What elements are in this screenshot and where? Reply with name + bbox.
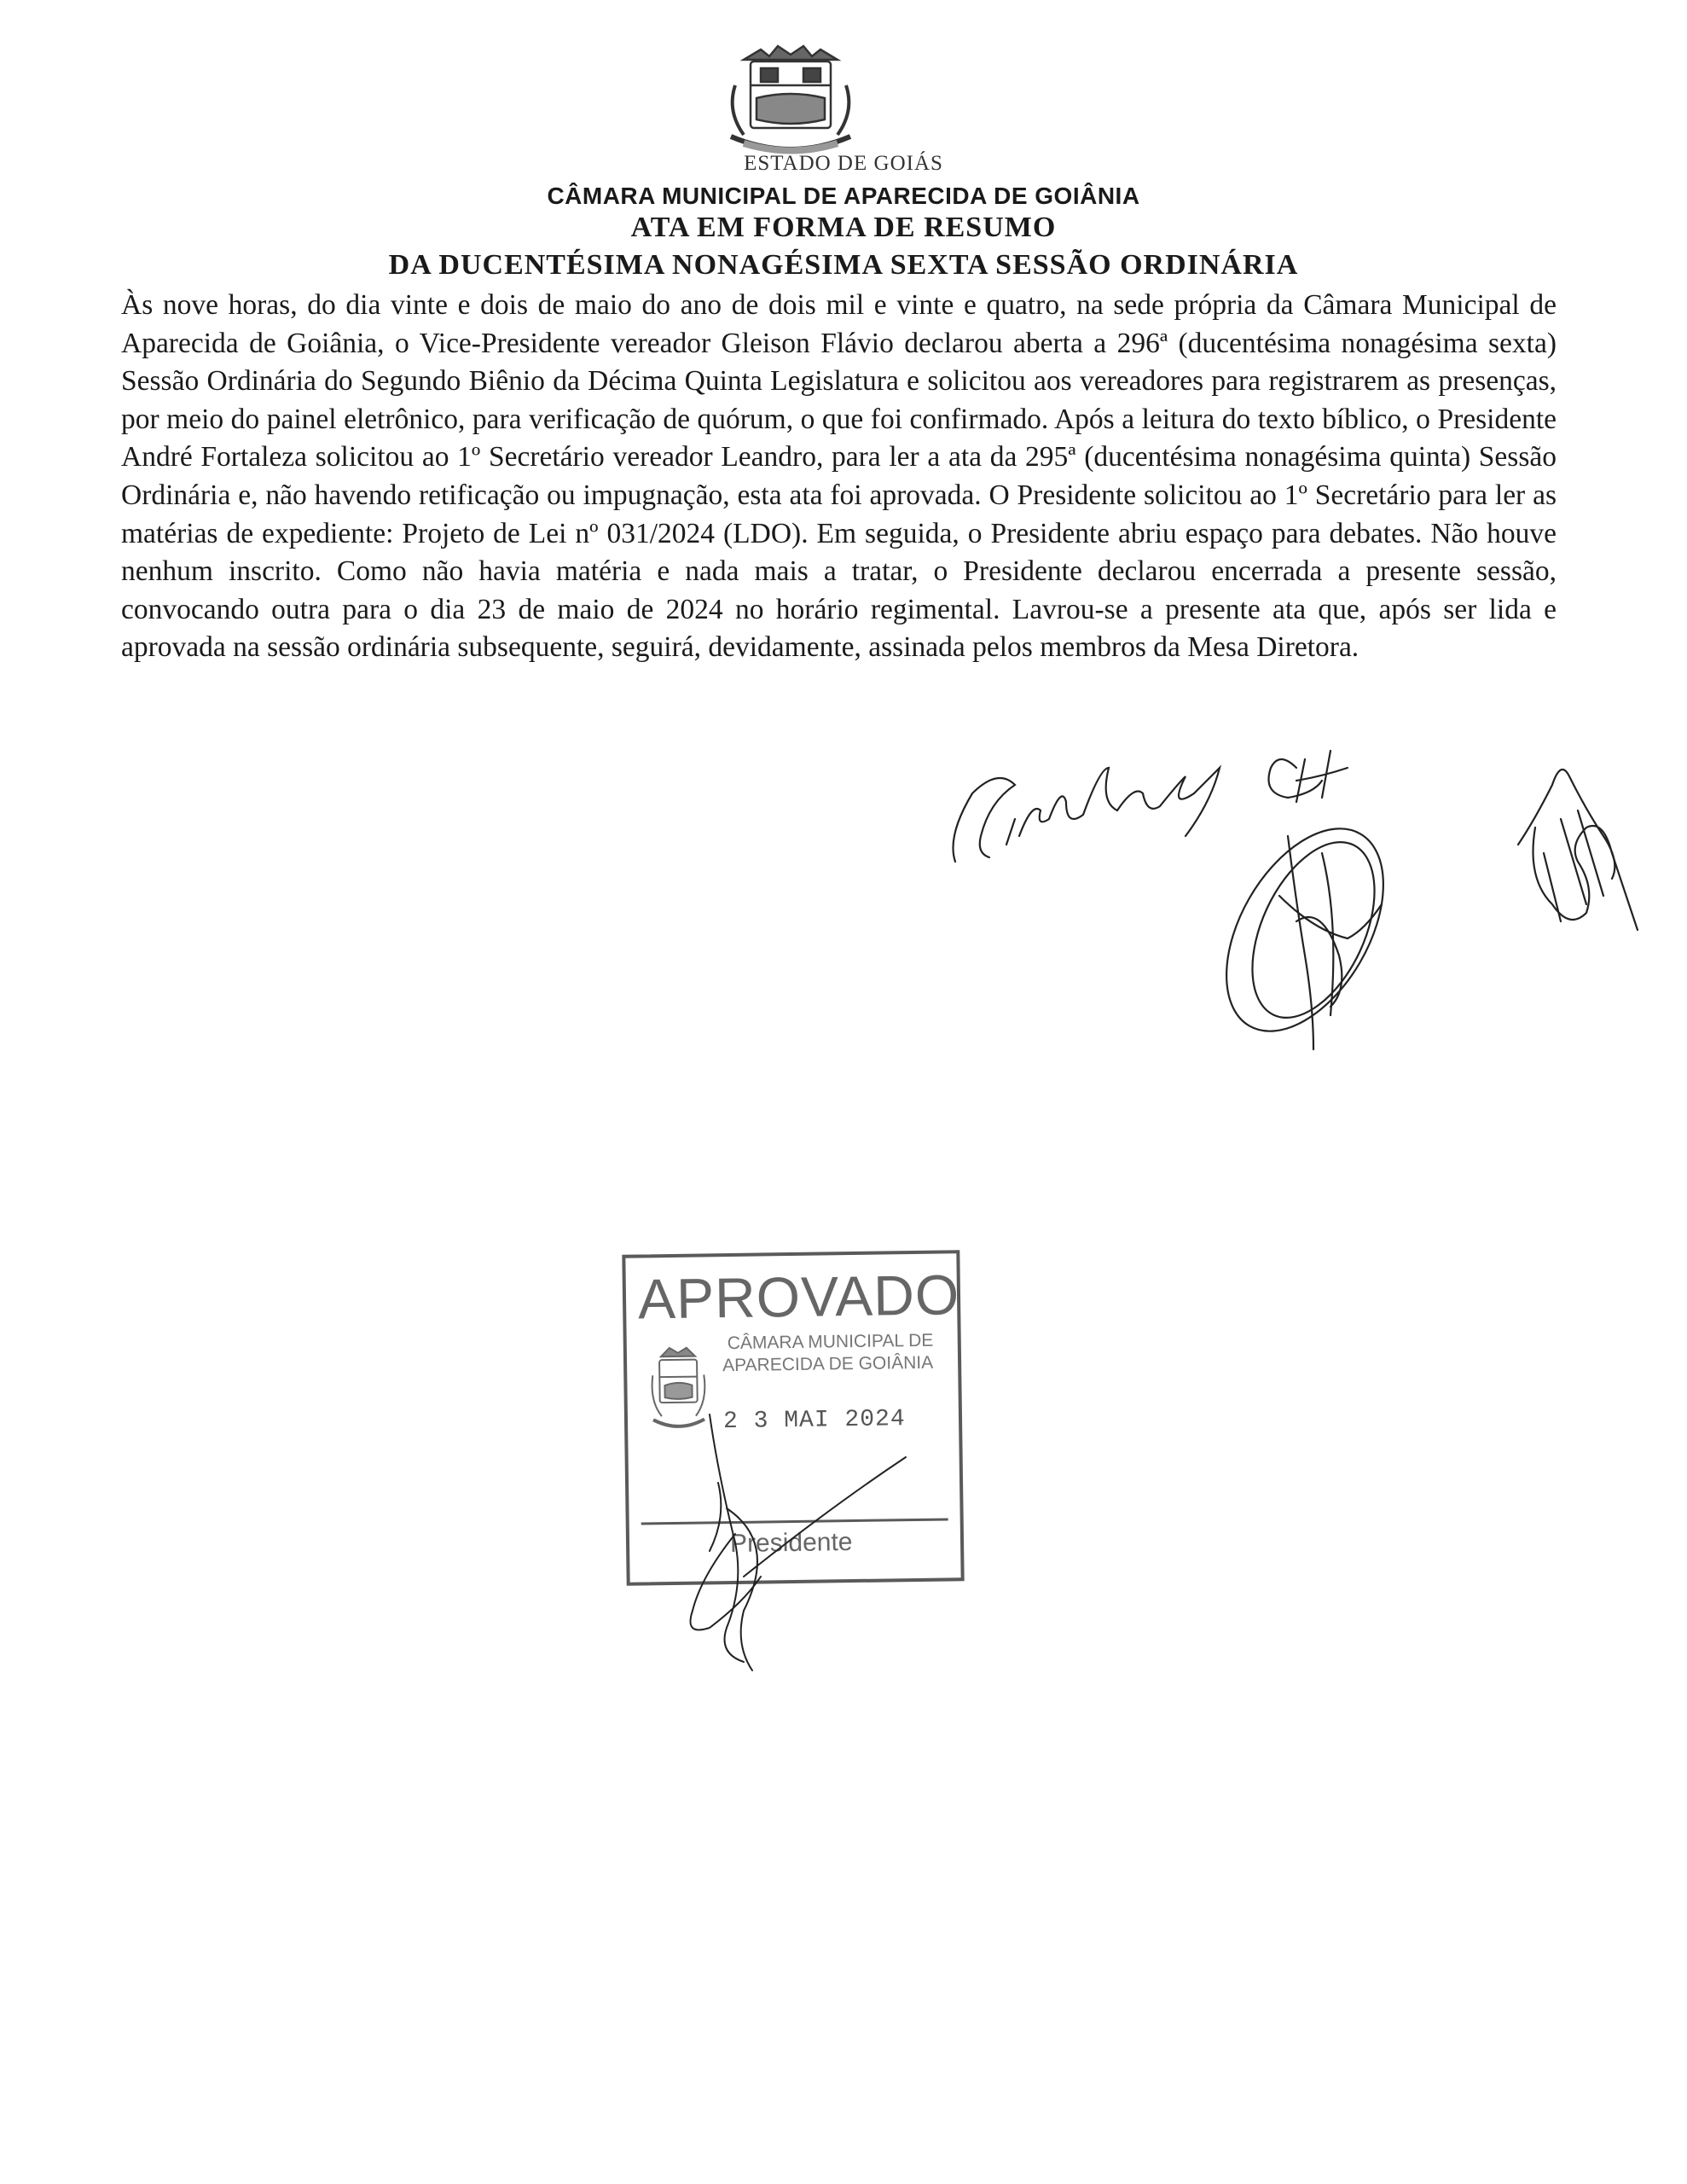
stamp-org-line2: APARECIDA DE GOIÂNIA bbox=[722, 1352, 934, 1376]
minutes-body bbox=[121, 287, 1557, 667]
minutes-paragraph: Às nove horas, do dia vinte e dois de maio do ano de dois mil e vinte e quatro, na sede própria da Câmara Municipal de Aparecida de Goiânia, o Vice-Presidente vereador Gleison Flávio declarou aberta a 296ª (ducentésima nonagésima sexta) Sessão Ordinária do Segundo Biênio da Décima Quinta Legislatura e solicitou aos vereadores para registrarem as presenças, por meio do painel eletrônico, para verificação de quórum, o que foi confirmado. Após a leitura do texto bíblico, o Presidente André Fortaleza solicitou ao 1º Secretário vereador Leandro, para ler a ata da 295ª (ducentésima nonagésima quinta) Sessão Ordinária e, não havendo retificação ou impugnação, esta ata foi aprovada. O Presidente solicitou ao 1º Secretário para ler as matérias de expediente: Projeto de Lei nº 031/2024 (LDO). Em seguida, o Presidente abriu espaço para debates. Não houve nenhum inscrito. Como não havia matéria e nada mais a tratar, o Presidente declarou encerrada a presente sessão, convocando outra para o dia 23 de maio de 2024 no horário regimental. Lavrou-se a presente ata que, após ser lida e aprovada na sessão ordinária subsequente, seguirá, devidamente, assinada pelos membros da Mesa Diretora. bbox=[121, 289, 1557, 664]
signatures-image bbox=[938, 734, 1646, 1075]
document-subtitle: DA DUCENTÉSIMA NONAGÉSIMA SEXTA SESSÃO ORDINÁRIA bbox=[388, 249, 1299, 281]
stamp-title: APROVADO bbox=[637, 1263, 960, 1331]
approval-stamp bbox=[624, 1252, 965, 1589]
president-signature-image bbox=[675, 1406, 948, 1679]
stamp-role: Presidente bbox=[729, 1528, 853, 1559]
stamp-org-line1: CÂMARA MUNICIPAL DE bbox=[727, 1330, 934, 1354]
chamber-name: CÂMARA MUNICIPAL DE APARECIDA DE GOIÂNIA bbox=[547, 183, 1140, 209]
coat-of-arms-icon bbox=[710, 34, 872, 162]
document-title: ATA EM FORMA DE RESUMO bbox=[630, 212, 1057, 243]
state-name: ESTADO DE GOIÁS bbox=[744, 152, 943, 175]
stamp-date: 2 3 MAI 2024 bbox=[722, 1406, 906, 1436]
